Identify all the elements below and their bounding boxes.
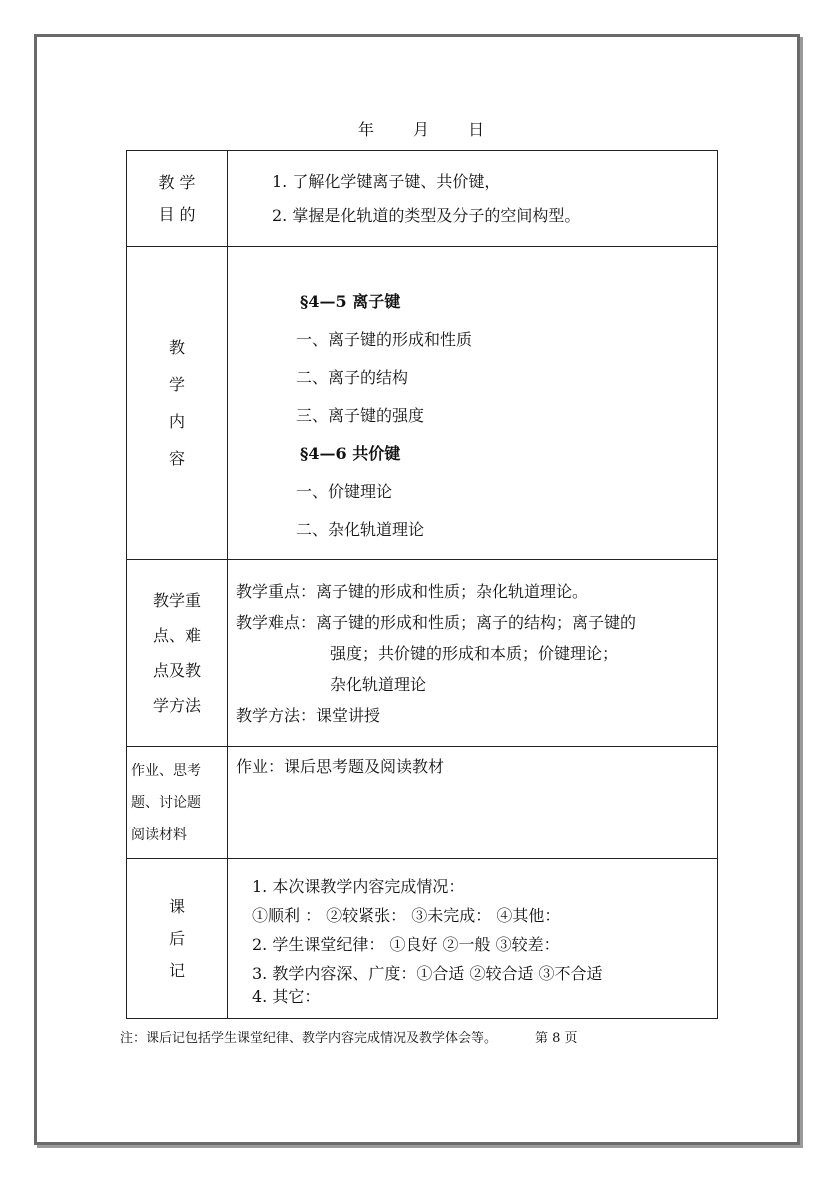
row-content [127,247,718,560]
lesson-plan-table [126,150,718,1019]
date-month: 月 [412,120,429,139]
difficult-points-cont: 强度；共价键的形成和本质；价键理论； [330,643,619,663]
methods-cell [228,560,718,747]
key-points: 教学重点：离子键的形成和性质；杂化轨道理论。 [236,581,589,601]
date-day: 日 [468,120,485,139]
page-number: 第 8 页 [535,1031,578,1046]
difficult-points: 教学难点：离子键的形成和性质；离子的结构；离子键的 [236,612,637,632]
purpose-line: 2. 掌握是化轨道的类型及分子的空间构型。 [272,205,581,225]
after-class-cell [228,859,718,1019]
content-item: 一、价键理论 [296,482,393,501]
label-content: 教 学 内 容 [127,247,228,560]
after-line: 4. 其它： [252,986,321,1006]
label-methods: 教学重 点、难 点及教 学方法 [127,560,228,747]
footer-note [120,1027,578,1046]
row-purpose [127,151,718,247]
after-line: 1. 本次课教学内容完成情况： [252,876,465,896]
homework-text: 作业：课后思考题及阅读教材 [236,757,445,776]
section-heading: §4—5 离子键 [300,292,401,311]
content-item: 三、离子键的强度 [296,406,425,425]
difficult-points-cont: 杂化轨道理论 [330,674,427,694]
row-after-class [127,859,718,1019]
label-after-class: 课 后 记 [127,859,228,1019]
section-heading: §4—6 共价键 [300,444,401,463]
purpose-cell [228,151,718,247]
row-homework [127,747,718,859]
homework-cell [228,747,718,859]
after-line: ①顺利 ： ②较紧张： ③未完成： ④其他： [252,905,561,925]
row-methods [127,560,718,747]
footer-note-text: 注：课后记包括学生课堂纪律、教学内容完成情况及教学体会等。 [120,1031,498,1046]
content-item: 二、杂化轨道理论 [296,520,425,539]
content-cell [228,247,718,560]
content-item: 一、离子键的形成和性质 [296,330,473,349]
content-item: 二、离子的结构 [296,368,409,387]
label-homework: 作业、思考 题、讨论题 阅读材料 [127,747,228,859]
teaching-method: 教学方法：课堂讲授 [236,705,381,725]
label-purpose: 教 学 目 的 [127,151,228,247]
purpose-line: 1. 了解化学键离子键、共价键， [272,171,501,191]
date-line [126,117,716,140]
after-line: 2. 学生课堂纪律： ①良好 ②一般 ③较差： [252,934,560,954]
date-year: 年 [357,120,374,139]
after-line: 3. 教学内容深、广度：①合适 ②较合适 ③不合适 [252,963,603,983]
